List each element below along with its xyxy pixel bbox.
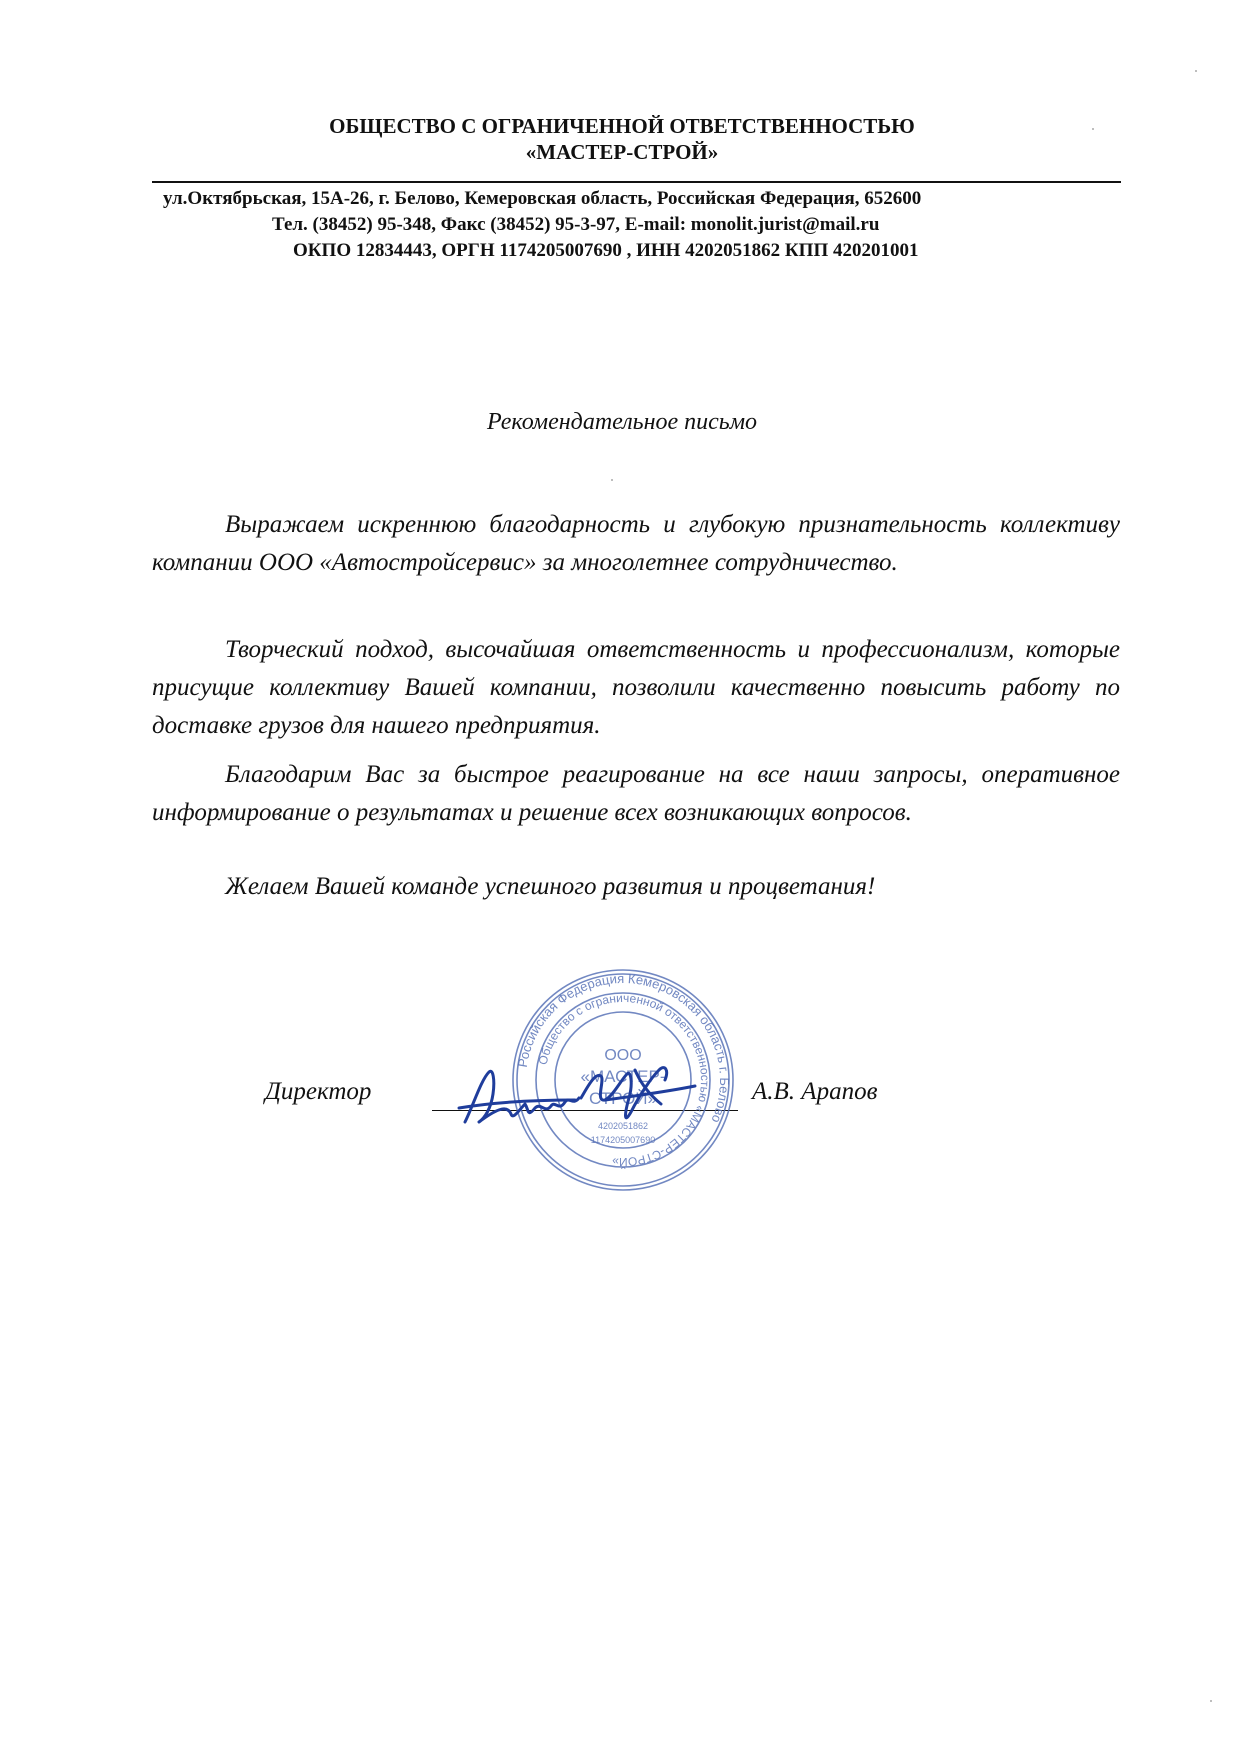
- document-title: Рекомендательное письмо: [486, 409, 758, 435]
- seal-center-line2: «МАСТЕР-: [580, 1067, 666, 1086]
- seal-center-line3: СТРОЙ»: [589, 1089, 657, 1108]
- seal-inn: 4202051862: [597, 1121, 649, 1131]
- seal-outer-text: Российская Федерация Кемеровская область г. Белово: [514, 970, 733, 1126]
- company-name-line2: «МАСТЕР-СТРОЙ»: [525, 140, 719, 164]
- body-paragraph-1: Выражаем искреннюю благодарность и глубокую признательность коллективу компании ООО «Автостройсервис» за многолетнее сотрудничество.: [152, 511, 1120, 576]
- company-contacts: Тел. (38452) 95-348, Факс (38452) 95-3-97, E-mail: monolit.jurist@mail.ru: [272, 214, 880, 235]
- seal-inner-text: Общество с ограниченной ответственностью «МАСТЕР-СТРОЙ»: [535, 990, 713, 1170]
- letterhead-divider: [152, 181, 1121, 183]
- signer-role: Директор: [265, 1078, 372, 1105]
- handwritten-signature: [455, 1050, 705, 1140]
- scan-speck: [1210, 1700, 1212, 1702]
- body-paragraph-2: Творческий подход, высочайшая ответственность и профессионализм, которые присущие коллективу Вашей компании, позволили качественно повысить работу по доставке грузов для нашего предприятия.: [152, 636, 1120, 739]
- closing-line: Желаем Вашей команде успешного развития и процветания!: [225, 873, 876, 900]
- scan-speck: [611, 479, 613, 481]
- company-codes: ОКПО 12834443, ОРГН 1174205007690 , ИНН 4202051862 КПП 420201001: [293, 240, 919, 261]
- signer-name: А.В. Арапов: [752, 1078, 878, 1105]
- company-name-line1: ОБЩЕСТВО С ОГРАНИЧЕННОЙ ОТВЕТСТВЕННОСТЬЮ: [329, 114, 915, 138]
- scan-speck: [1195, 70, 1197, 72]
- body-paragraph-3: Благодарим Вас за быстрое реагирование на все наши запросы, оперативное информирование о результатах и решение всех возникающих вопросов.: [152, 761, 1120, 826]
- company-address: ул.Октябрьская, 15А-26, г. Белово, Кемеровская область, Российская Федерация, 652600: [163, 188, 922, 209]
- seal-ogrn: 1174205007690: [590, 1135, 656, 1145]
- seal-center-line1: ООО: [604, 1047, 642, 1064]
- scan-speck: [1092, 128, 1094, 130]
